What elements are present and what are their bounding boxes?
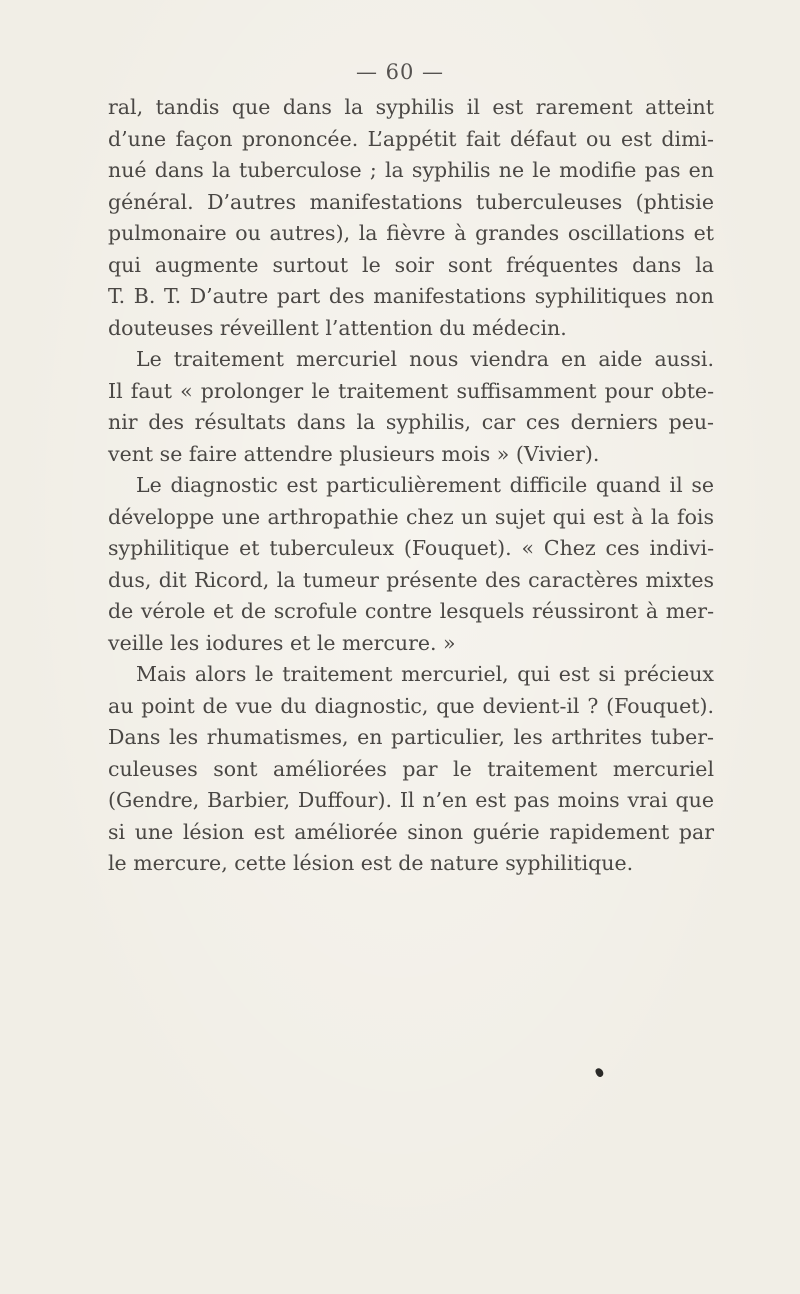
text-line: Mais alors le traitement mercuriel, qui est si précieux [136,662,714,686]
text-line: culeuses sont améliorées par le traitement mercuriel [108,756,714,781]
text-line: Il faut « prolonger le traitement suffisamment pour obte- [108,378,714,403]
text-line: nué dans la tuberculose ; la syphilis ne le modifie pas en [108,158,714,182]
text-line: le mercure, cette lésion est de nature syphilitique. [108,851,634,875]
page-number: — 60 — [355,60,445,84]
text-line: syphilitique et tuberculeux (Fouquet). « Chez ces indivi- [108,536,714,560]
text-line: d’une façon prononcée. L’appétit fait défaut ou est dimi- [108,126,714,151]
text-line: veille les iodures et le mercure. » [108,630,456,655]
text-line: Le traitement mercuriel nous viendra en aide aussi. [136,347,714,371]
text-line: (Gendre, Barbier, Duffour). Il n’en est pas moins vrai que [108,788,714,812]
text-line: T. B. T. D’autre part des manifestations syphilitiques non [108,284,714,308]
text-line: Dans les rhumatismes, en particulier, les arthrites tuber- [108,725,714,749]
text-line: dus, dit Ricord, la tumeur présente des caractères mixtes [108,567,714,592]
text-line: développe une arthropathie chez un sujet qui est à la fois [108,504,714,529]
text-line: qui augmente surtout le soir sont fréquentes dans la [108,252,714,277]
text-line: vent se faire attendre plusieurs mois » (Vivier). [108,441,600,466]
text-line: si une lésion est améliorée sinon guérie rapidement par [108,819,714,844]
text-line: général. D’autres manifestations tuberculeuses (phtisie [108,189,714,214]
body-text [108,92,714,880]
text-line: Le diagnostic est particulièrement difficile quand il se [136,473,714,497]
text-line: douteuses réveillent l’attention du médecin. [108,315,567,340]
text-line: au point de vue du diagnostic, que devient-il ? (Fouquet). [108,693,714,718]
text-line: ral, tandis que dans la syphilis il est rarement atteint [108,95,714,119]
text-line: pulmonaire ou autres), la fièvre à grandes oscillations et [108,221,714,245]
text-line: de vérole et de scrofule contre lesquels réussiront à mer- [108,599,714,623]
ink-speck [594,1067,604,1078]
text-line: nir des résultats dans la syphilis, car ces derniers peu- [108,410,714,434]
